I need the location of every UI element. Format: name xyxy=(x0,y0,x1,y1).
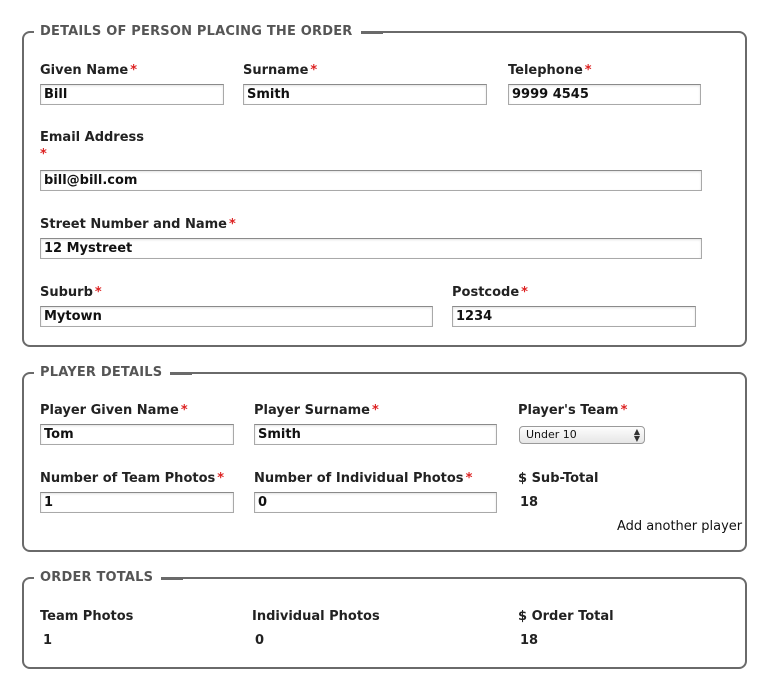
player-surname-input[interactable] xyxy=(254,424,497,445)
postcode-input[interactable] xyxy=(452,306,696,327)
player-team-select[interactable] xyxy=(519,426,645,444)
subtotal-label: $ Sub-Total xyxy=(518,471,599,486)
player-surname-label: Player Surname * xyxy=(254,403,379,418)
surname-label: Surname * xyxy=(243,63,318,78)
order-totals-section xyxy=(22,570,747,669)
surname-input[interactable] xyxy=(243,84,487,105)
individual-photos-label: Number of Individual Photos * xyxy=(254,471,473,486)
telephone-input[interactable] xyxy=(508,84,701,105)
telephone-label: Telephone * xyxy=(508,63,592,78)
person-details-legend: DETAILS OF PERSON PLACING THE ORDER xyxy=(34,25,361,39)
order-totals-legend: ORDER TOTALS xyxy=(34,571,161,585)
add-another-player-link[interactable]: Add another player xyxy=(617,519,743,534)
given-name-label: Given Name * xyxy=(40,63,138,78)
select-arrows-icon: ▲ ▼ xyxy=(633,427,640,443)
person-details-section xyxy=(22,24,747,347)
total-team-photos-label: Team Photos xyxy=(40,609,134,624)
suburb-label: Suburb * xyxy=(40,285,102,300)
individual-photos-input[interactable] xyxy=(254,492,497,513)
email-label: Email Address xyxy=(40,130,145,145)
suburb-input[interactable] xyxy=(40,306,433,327)
total-individual-photos-label: Individual Photos xyxy=(252,609,380,624)
player-given-name-input[interactable] xyxy=(40,424,234,445)
total-team-photos-value: 1 xyxy=(43,633,53,648)
postcode-label: Postcode * xyxy=(452,285,528,300)
email-input[interactable] xyxy=(40,170,702,191)
email-required-marker: * xyxy=(40,147,47,162)
order-total-label: $ Order Total xyxy=(518,609,614,624)
player-details-section xyxy=(22,365,747,552)
given-name-input[interactable] xyxy=(40,84,224,105)
player-details-legend: PLAYER DETAILS xyxy=(34,366,170,380)
total-individual-photos-value: 0 xyxy=(255,633,265,648)
team-photos-label: Number of Team Photos * xyxy=(40,471,225,486)
player-given-name-label: Player Given Name * xyxy=(40,403,188,418)
street-label: Street Number and Name * xyxy=(40,217,236,232)
player-team-selected: Under 10 xyxy=(526,428,577,441)
player-team-label: Player's Team * xyxy=(518,403,628,418)
subtotal-value: 18 xyxy=(520,495,539,510)
team-photos-input[interactable] xyxy=(40,492,234,513)
street-input[interactable] xyxy=(40,238,702,259)
order-total-value: 18 xyxy=(520,633,539,648)
